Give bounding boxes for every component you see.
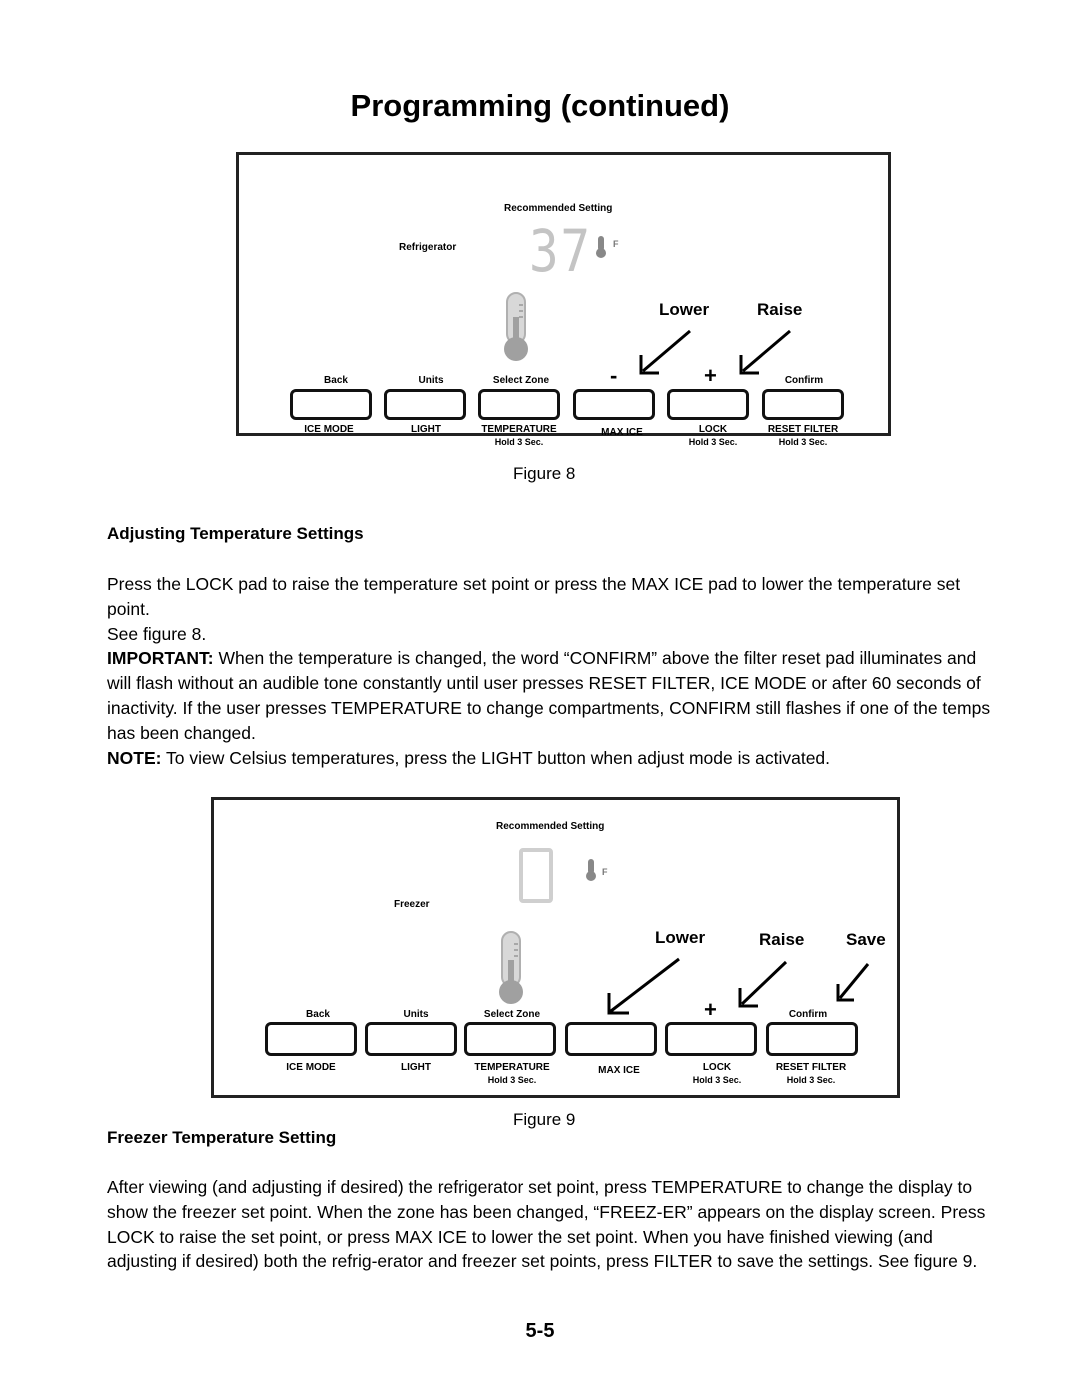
reset-filter-pad[interactable] bbox=[762, 389, 844, 420]
paragraph-see-figure-8: See figure 8. bbox=[107, 623, 207, 644]
note-label: NOTE: bbox=[107, 747, 162, 768]
temperature-label: TEMPERATURE Hold 3 Sec. bbox=[481, 424, 557, 447]
thermometer-small-icon bbox=[594, 235, 612, 259]
lock-pad[interactable] bbox=[665, 1022, 757, 1056]
temperature-pad[interactable] bbox=[464, 1022, 556, 1056]
save-label: Save bbox=[846, 930, 886, 949]
section-adjusting-body bbox=[107, 572, 997, 770]
confirm-label: Confirm bbox=[788, 1009, 828, 1020]
lock-label: LOCK Hold 3 Sec. bbox=[692, 1062, 742, 1085]
paragraph-lock-maxice: Press the LOCK pad to raise the temperature set point or press the MAX ICE pad to lower the temperature set point. bbox=[107, 574, 961, 619]
section-freezer-body bbox=[107, 1175, 997, 1274]
thermometer-icon bbox=[496, 930, 526, 1006]
max-ice-label: MAX ICE bbox=[598, 1065, 640, 1076]
arrow-lower-icon bbox=[603, 955, 683, 1017]
section-heading-adjusting: Adjusting Temperature Settings bbox=[107, 524, 364, 543]
reset-filter-pad[interactable] bbox=[766, 1022, 858, 1056]
lock-label: LOCK Hold 3 Sec. bbox=[688, 424, 738, 447]
lower-label: Lower bbox=[655, 928, 706, 947]
max-ice-label: MAX ICE bbox=[601, 427, 643, 438]
units-label: Units bbox=[418, 375, 444, 386]
blank-digit-display bbox=[519, 848, 553, 903]
figure-8-caption: Figure 8 bbox=[513, 464, 576, 483]
plus-symbol: + bbox=[704, 997, 717, 1022]
minus-symbol: - bbox=[607, 997, 615, 1022]
paragraph-note bbox=[107, 746, 997, 771]
zone-label-freezer: Freezer bbox=[394, 899, 430, 910]
back-label: Back bbox=[306, 1009, 330, 1020]
arrow-raise-icon bbox=[734, 958, 790, 1010]
raise-label: Raise bbox=[757, 300, 803, 319]
raise-label: Raise bbox=[759, 930, 805, 949]
figure-9-control-panel bbox=[211, 797, 900, 1098]
minus-symbol: - bbox=[610, 363, 618, 388]
ice-mode-pad[interactable] bbox=[290, 389, 372, 420]
unit-f-label: F bbox=[602, 867, 608, 877]
important-label: IMPORTANT: bbox=[107, 648, 214, 669]
figure-9-caption: Figure 9 bbox=[513, 1110, 576, 1129]
section-heading-freezer: Freezer Temperature Setting bbox=[107, 1128, 337, 1147]
recommended-setting-label: Recommended Setting bbox=[504, 203, 613, 214]
max-ice-pad[interactable] bbox=[573, 389, 655, 420]
page-title: Programming (continued) bbox=[350, 88, 730, 123]
thermometer-icon bbox=[501, 291, 531, 363]
reset-filter-label: RESET FILTER Hold 3 Sec. bbox=[767, 424, 839, 447]
max-ice-pad[interactable] bbox=[565, 1022, 657, 1056]
back-label: Back bbox=[324, 375, 348, 386]
zone-label-refrigerator: Refrigerator bbox=[399, 242, 457, 253]
light-label: LIGHT bbox=[411, 424, 441, 435]
reset-filter-label: RESET FILTER Hold 3 Sec. bbox=[775, 1062, 847, 1085]
light-pad[interactable] bbox=[365, 1022, 457, 1056]
paragraph-freezer-setting: After viewing (and adjusting if desired) the refrigerator set point, press TEMPERATURE to change the display to show the freezer set point. When the zone has been changed, “FREEZ-ER” appears on the display screen. Press LOCK to raise the set point, or press MAX ICE to lower the set point. When you have finished viewing (and adjusting if desired) both the refrig-erator and freezer set points, press FILTER to save the settings. See figure 9. bbox=[107, 1177, 986, 1272]
ice-mode-pad[interactable] bbox=[265, 1022, 357, 1056]
lock-pad[interactable] bbox=[667, 389, 749, 420]
important-text: When the temperature is changed, the word “CONFIRM” above the filter reset pad illuminates and will flash without an audible tone constantly until user presses RESET FILTER, ICE MODE or after 60 seconds of inactivity. If the user presses TEMPERATURE to change compartments, CONFIRM still flashes if one of the temps has been changed. bbox=[107, 648, 991, 743]
note-text: To view Celsius temperatures, press the LIGHT button when adjust mode is activated. bbox=[161, 747, 831, 768]
page-number: 5-5 bbox=[525, 1320, 555, 1342]
lower-label: Lower bbox=[659, 300, 710, 319]
light-pad[interactable] bbox=[384, 389, 466, 420]
arrow-raise-icon bbox=[735, 327, 795, 377]
temperature-pad[interactable] bbox=[478, 389, 560, 420]
light-label: LIGHT bbox=[401, 1062, 431, 1073]
figure-8-control-panel bbox=[236, 152, 891, 436]
recommended-setting-label: Recommended Setting bbox=[496, 821, 605, 832]
select-zone-label: Select Zone bbox=[492, 375, 550, 386]
unit-f-label: F bbox=[613, 239, 619, 249]
arrow-lower-icon bbox=[635, 327, 695, 377]
units-label: Units bbox=[403, 1009, 429, 1020]
ice-mode-label: ICE MODE bbox=[286, 1062, 336, 1073]
thermometer-small-icon bbox=[584, 858, 602, 882]
confirm-label: Confirm bbox=[784, 375, 824, 386]
paragraph-important bbox=[107, 646, 997, 745]
temperature-display-digits: 37 bbox=[529, 217, 592, 285]
ice-mode-label: ICE MODE bbox=[304, 424, 354, 435]
plus-symbol: + bbox=[704, 363, 717, 388]
arrow-save-icon bbox=[832, 960, 872, 1004]
select-zone-label: Select Zone bbox=[483, 1009, 541, 1020]
temperature-label: TEMPERATURE Hold 3 Sec. bbox=[474, 1062, 550, 1085]
